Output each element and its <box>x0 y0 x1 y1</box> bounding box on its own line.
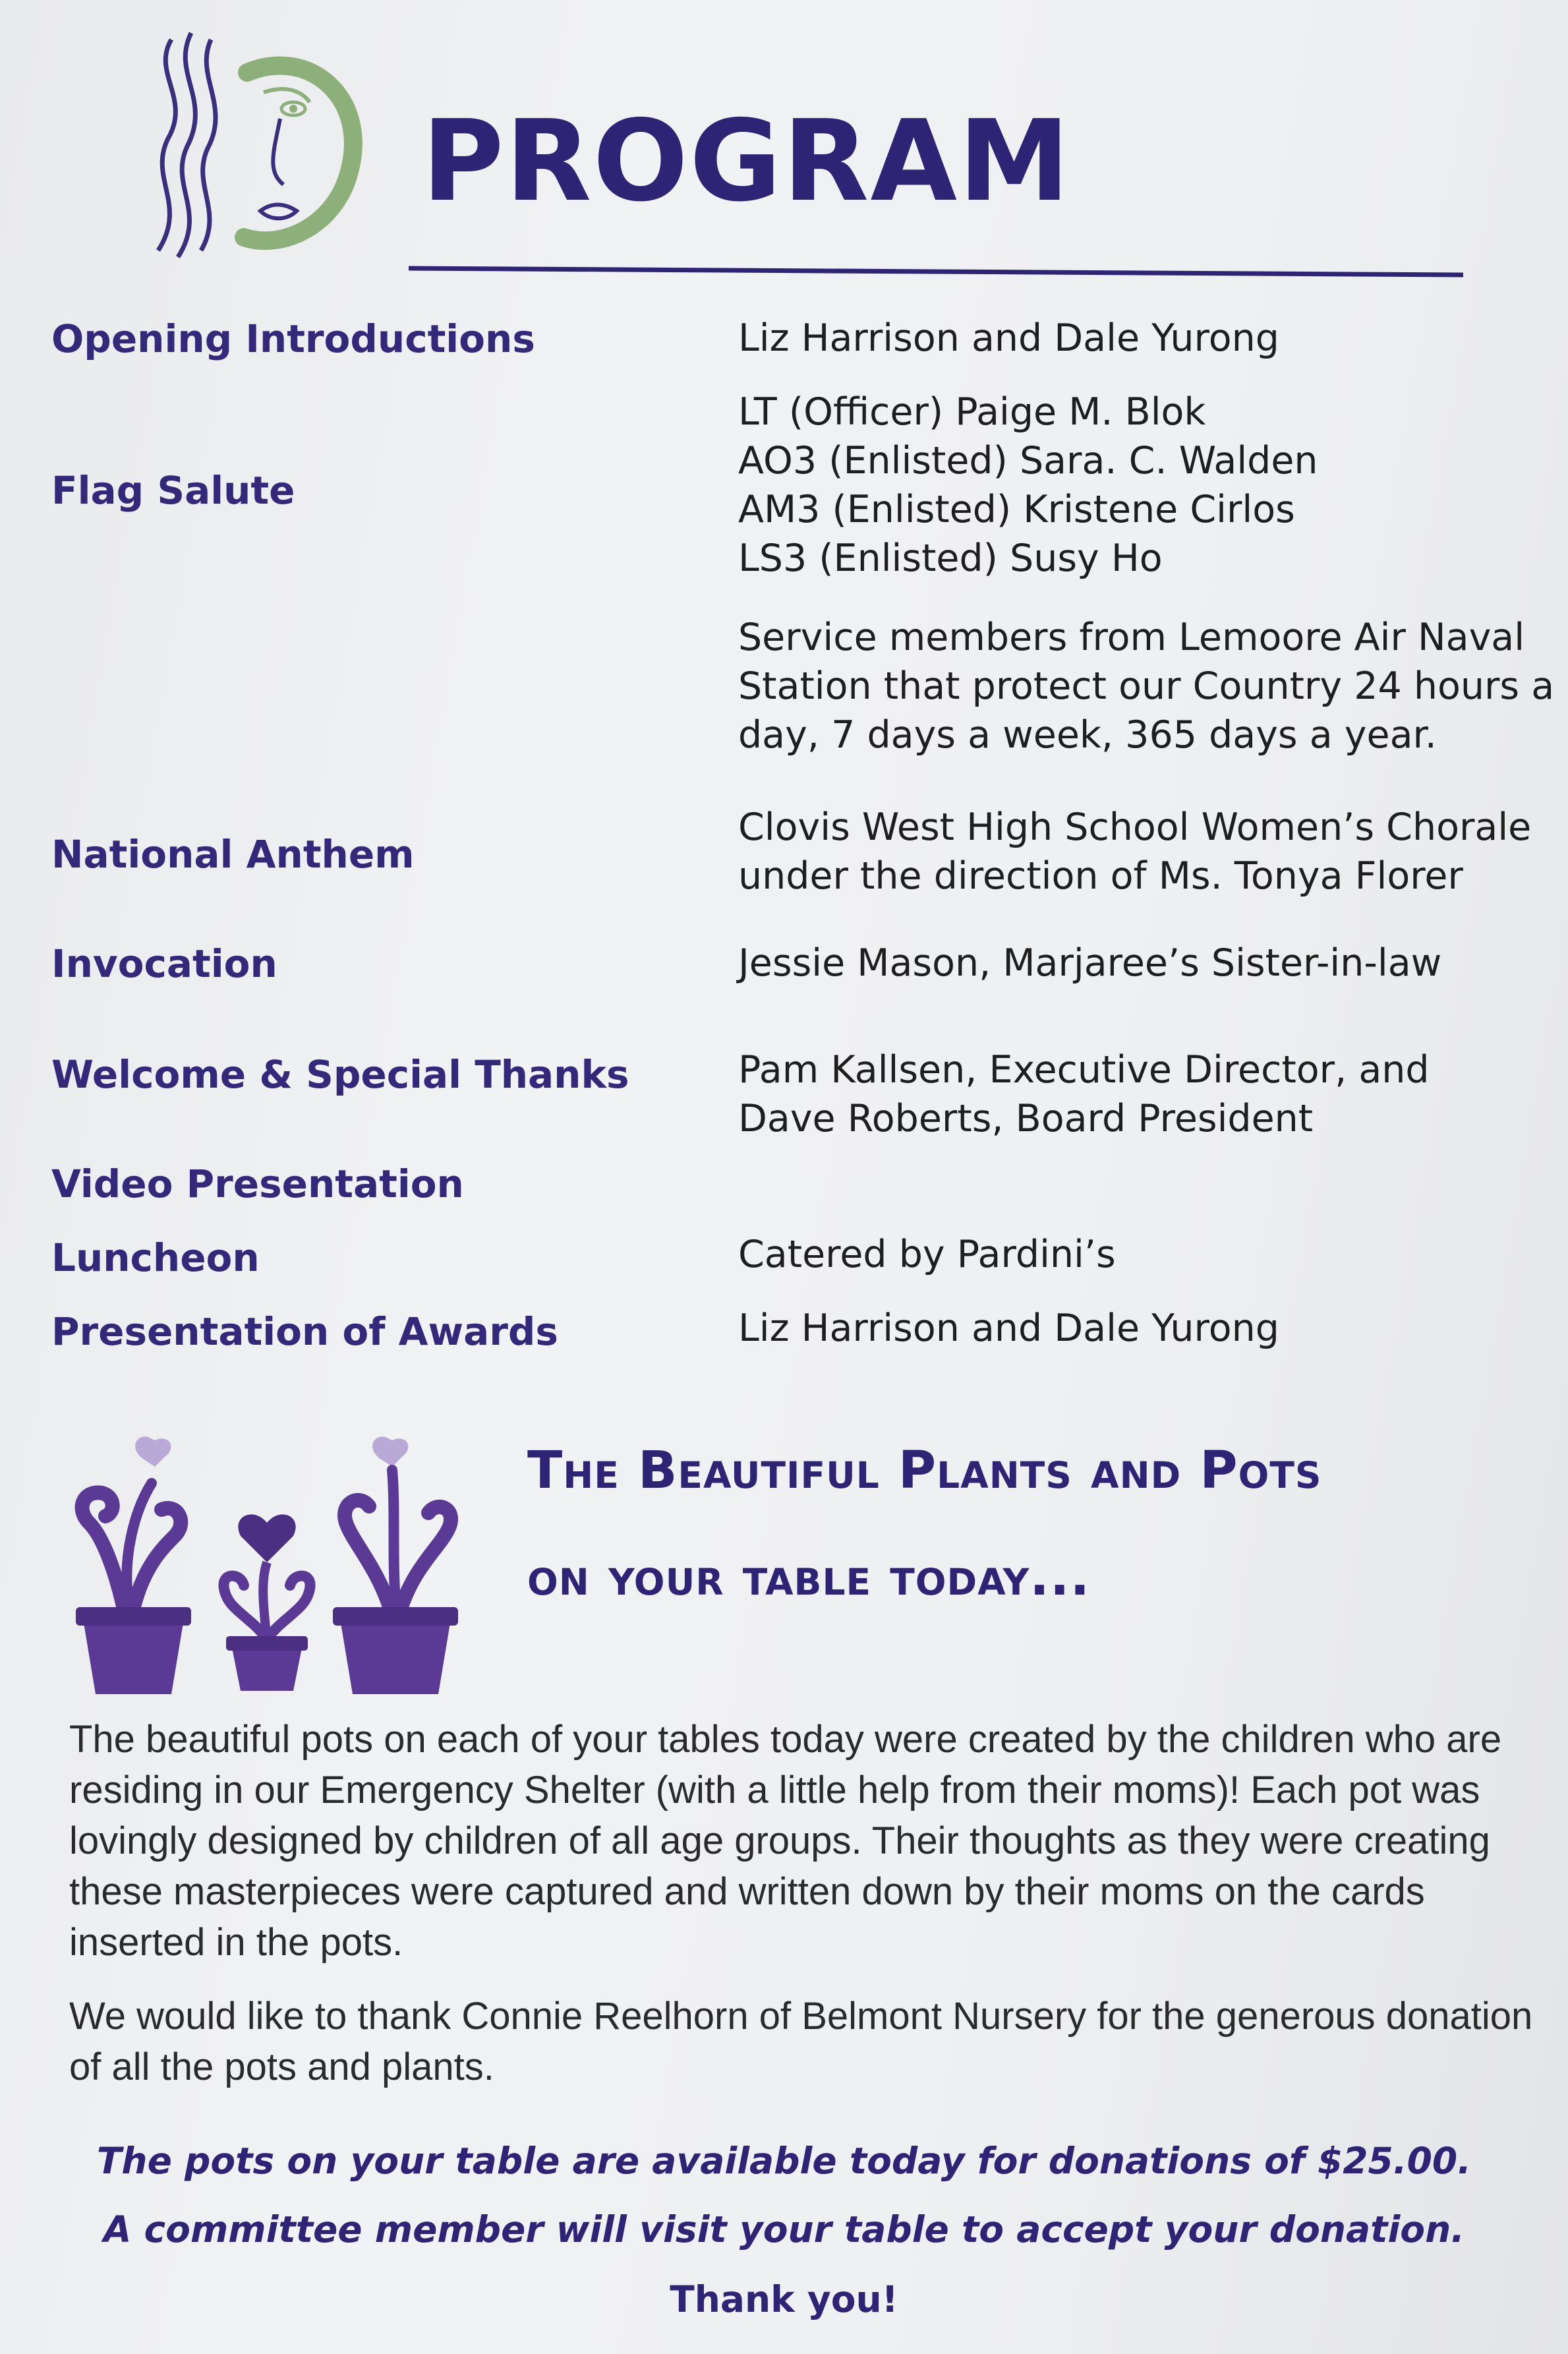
page-title: PROGRAM <box>422 96 1072 227</box>
detail-line: AM3 (Enlisted) Kristene Cirlos <box>738 488 1295 531</box>
detail-line: LT (Officer) Paige M. Blok <box>738 390 1206 434</box>
thank-you-note: Thank you! <box>670 2278 898 2320</box>
plants-heading-line2: on your table today... <box>527 1548 1091 1607</box>
plants-heading-line1: The Beautiful Plants and Pots <box>527 1441 1322 1500</box>
detail-line: AO3 (Enlisted) Sara. C. Walden <box>738 439 1318 483</box>
donation-note-2: A committee member will visit your table to accept your donation. <box>103 2208 1465 2251</box>
face-logo-icon <box>132 20 369 270</box>
potted-plants-icon <box>63 1424 471 1701</box>
program-label-video: Video Presentation <box>51 1162 464 1206</box>
detail-line: Liz Harrison and Dale Yurong <box>738 316 1279 360</box>
detail-line: day, 7 days a week, 365 days a year. <box>738 713 1437 757</box>
program-detail-service-members <box>738 613 1554 759</box>
detail-line: Catered by Pardini’s <box>738 1233 1116 1276</box>
program-detail-opening <box>738 314 1279 363</box>
donation-note-1: The pots on your table are available today for donations of $25.00. <box>96 2140 1472 2182</box>
program-label-invocation: Invocation <box>51 941 277 986</box>
detail-line: Jessie Mason, Marjaree’s Sister-in-law <box>738 941 1442 985</box>
detail-line: Service members from Lemoore Air Naval <box>738 616 1525 659</box>
program-label-welcome: Welcome & Special Thanks <box>51 1052 629 1097</box>
program-label-flag-salute: Flag Salute <box>51 468 295 513</box>
program-label-national-anthem: National Anthem <box>51 832 415 877</box>
program-label-opening: Opening Introductions <box>51 316 535 361</box>
program-label-awards: Presentation of Awards <box>51 1309 558 1354</box>
detail-line: Station that protect our Country 24 hours a <box>738 664 1555 708</box>
program-detail-luncheon <box>738 1230 1116 1279</box>
program-detail-invocation <box>738 939 1441 987</box>
detail-line: Dave Roberts, Board President <box>738 1097 1314 1140</box>
plants-paragraph-1: The beautiful pots on each of your tables today were created by the children who are residing in our Emergency Shelter (with a little help from their moms)! Each pot was lovingly designed by children of all age groups. Their thoughts as they were creating these masterpieces were captured and written down by their moms on the cards inserted in the pots. <box>69 1718 1502 1964</box>
program-label-luncheon: Luncheon <box>51 1235 260 1280</box>
detail-line: under the direction of Ms. Tonya Florer <box>738 854 1463 898</box>
program-detail-flag-salute <box>738 388 1318 583</box>
title-underline <box>409 260 1463 280</box>
detail-line: LS3 (Enlisted) Susy Ho <box>738 537 1163 580</box>
detail-line: Clovis West High School Women’s Chorale <box>738 806 1532 849</box>
program-detail-awards <box>738 1304 1279 1353</box>
program-detail-national-anthem <box>738 803 1531 900</box>
program-detail-welcome <box>738 1045 1430 1143</box>
detail-line: Liz Harrison and Dale Yurong <box>738 1307 1279 1350</box>
detail-line: Pam Kallsen, Executive Director, and <box>738 1048 1430 1092</box>
plants-paragraph-2: We would like to thank Connie Reelhorn of Belmont Nursery for the generous donation of all the pots and plants. <box>69 1995 1533 2088</box>
